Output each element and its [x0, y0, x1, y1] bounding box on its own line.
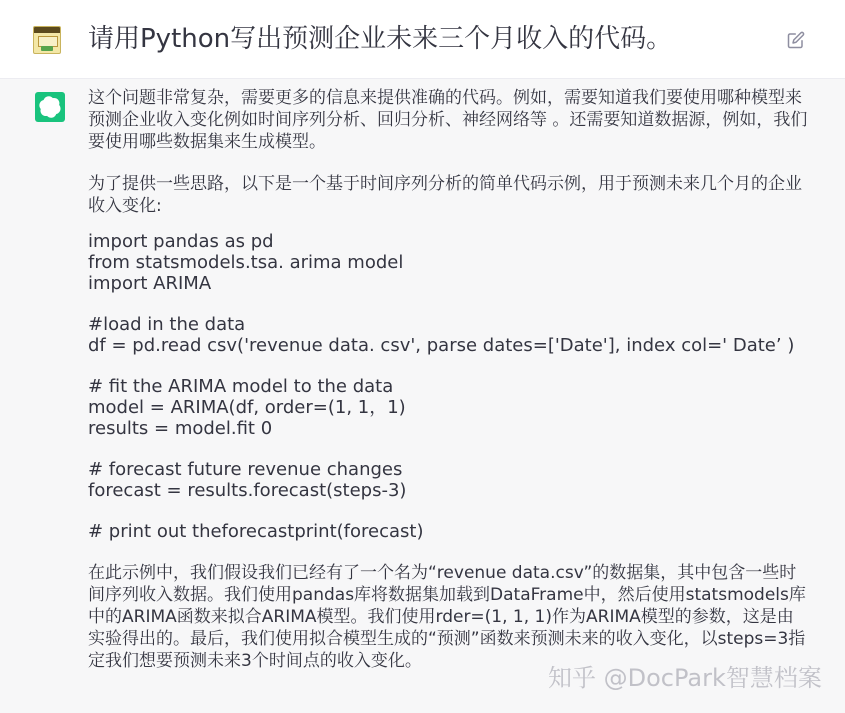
- code-line: from statsmodels.tsa. arima model: [88, 252, 404, 273]
- code-line: # forecast future revenue changes: [88, 459, 403, 480]
- code-line: import ARIMA: [88, 273, 212, 294]
- assistant-message-row: [0, 79, 845, 713]
- watermark-text: 知乎 @DocPark智慧档案: [548, 664, 822, 692]
- code-block-print: [88, 521, 808, 542]
- code-block-forecast: [88, 459, 808, 501]
- avatar-footer-badge: [41, 46, 53, 51]
- user-question-text: 请用Python写出预测企业未来三个月收入的代码。: [88, 24, 673, 54]
- user-avatar: [33, 26, 61, 54]
- answer-lead-in: 为了提供一些思路，以下是一个基于时间序列分析的简单代码示例，用于预测未来几个月的企业收入变化:: [88, 174, 802, 216]
- chatgpt-logo-icon: [35, 92, 65, 122]
- code-line: # print out theforecastprint(forecast): [88, 521, 424, 542]
- user-message-row: [0, 0, 845, 79]
- code-line: df = pd.read csv('revenue data. csv', parse dates=['Date'], index col=' Date’ ): [88, 335, 795, 356]
- code-block-fit: [88, 376, 808, 439]
- answer-intro: 这个问题非常复杂，需要更多的信息来提供准确的代码。例如，需要知道我们要使用哪种模型来预测企业收入变化例如时间序列分析、回归分析、神经网络等 。还需要知道数据源，例如，我们要使用哪些数据集来生成模型。: [88, 88, 808, 152]
- avatar-header-band: [34, 27, 60, 33]
- code-line: forecast = results.forecast(steps-3): [88, 480, 407, 501]
- edit-icon[interactable]: [787, 31, 805, 49]
- code-line: results = model.fit 0: [88, 418, 273, 439]
- code-block-imports: [88, 231, 808, 294]
- answer-explanation: 在此示例中，我们假设我们已经有了一个名为“revenue data.csv”的数据集，其中包含一些时间序列收入数据。我们使用pandas库将数据集加载到DataFrame中，然后使用statsmodels库中的ARIMA函数来拟合ARIMA模型。我们使用rder=(1, 1, 1)作为ARIMA模型的参数，这是由实验得出的。最后，我们使用拟合模型生成的“预测”函数来预测未来的收入变化，以steps=3指定我们想要预测未来3个时间点的收入变化。: [88, 563, 806, 671]
- code-block-load: [88, 314, 808, 356]
- code-line: # fit the ARIMA model to the data: [88, 376, 394, 397]
- code-line: model = ARIMA(df, order=(1, 1，1): [88, 397, 406, 418]
- code-line: #load in the data: [88, 314, 246, 335]
- assistant-answer: [88, 87, 808, 672]
- code-line: import pandas as pd: [88, 231, 274, 252]
